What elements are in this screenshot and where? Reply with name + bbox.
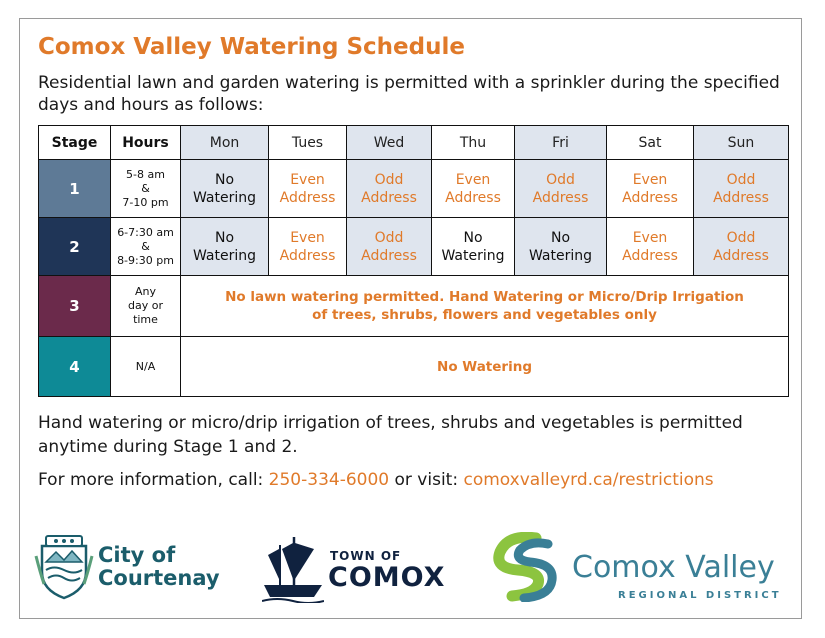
watering-schedule-table — [38, 125, 789, 397]
stage-2-wed: Odd Address — [347, 218, 432, 276]
hand-watering-note: Hand watering or micro/drip irrigation of trees, shrubs and vegetables is permitted anytime during Stage 1 and 2. — [38, 413, 743, 457]
website-link[interactable]: comoxvalleyrd.ca/restrictions — [463, 470, 714, 490]
stage-3-hours: Any day or time — [111, 276, 181, 337]
contact-prefix: For more information, call: — [38, 470, 269, 490]
stage-2-tues: Even Address — [269, 218, 347, 276]
stage-1-sat: Even Address — [607, 160, 694, 218]
stage-4-badge: 4 — [39, 337, 111, 397]
cvrd-wordmark: Comox Valley — [572, 550, 775, 585]
header-day-sat: Sat — [607, 126, 694, 160]
phone-link[interactable]: 250-334-6000 — [268, 470, 390, 490]
stage-1-thu: Even Address — [432, 160, 515, 218]
stage-3-restriction: No lawn watering permitted. Hand Watering or Micro/Drip Irrigation of trees, shrubs, flowers and vegetables only — [181, 276, 789, 337]
table-header-row — [39, 126, 789, 160]
stage-2-fri: No Watering — [515, 218, 607, 276]
courtenay-crest-icon — [34, 532, 94, 600]
stage-1-fri: Odd Address — [515, 160, 607, 218]
comox-town-of: TOWN OF — [330, 549, 402, 563]
stage-3-badge: 3 — [39, 276, 111, 337]
stage-1-hours: 5-8 am & 7-10 pm — [111, 160, 181, 218]
cvrd-logo — [490, 532, 795, 604]
page-title: Comox Valley Watering Schedule — [38, 34, 465, 60]
stage-1-sun: Odd Address — [694, 160, 789, 218]
intro-text: Residential lawn and garden watering is permitted with a sprinkler during the specified days and hours as follows: — [38, 73, 780, 115]
header-day-wed: Wed — [347, 126, 432, 160]
stage-1-badge: 1 — [39, 160, 111, 218]
comox-ship-icon — [262, 535, 324, 603]
table-row-stage-1 — [39, 160, 789, 218]
courtenay-wordmark: City of Courtenay — [98, 543, 220, 590]
header-day-mon: Mon — [181, 126, 269, 160]
stage-2-thu: No Watering — [432, 218, 515, 276]
header-hours: Hours — [111, 126, 181, 160]
stage-2-badge: 2 — [39, 218, 111, 276]
header-day-tues: Tues — [269, 126, 347, 160]
cvrd-subtitle: REGIONAL DISTRICT — [618, 590, 782, 601]
stage-1-wed: Odd Address — [347, 160, 432, 218]
table-row-stage-4 — [39, 337, 789, 397]
stage-2-hours: 6-7:30 am & 8-9:30 pm — [111, 218, 181, 276]
stage-4-restriction: No Watering — [181, 337, 789, 397]
header-day-sun: Sun — [694, 126, 789, 160]
stage-1-tues: Even Address — [269, 160, 347, 218]
cvrd-swoosh-icon — [490, 532, 566, 602]
courtenay-logo — [34, 532, 224, 600]
stage-4-hours: N/A — [111, 337, 181, 397]
stage-2-sun: Odd Address — [694, 218, 789, 276]
header-stage: Stage — [39, 126, 111, 160]
table-row-stage-3 — [39, 276, 789, 337]
header-day-thu: Thu — [432, 126, 515, 160]
comox-logo — [262, 535, 452, 603]
comox-wordmark: COMOX — [328, 562, 446, 593]
stage-2-mon: No Watering — [181, 218, 269, 276]
stage-2-sat: Even Address — [607, 218, 694, 276]
table-row-stage-2 — [39, 218, 789, 276]
contact-info — [38, 470, 714, 490]
header-day-fri: Fri — [515, 126, 607, 160]
stage-1-mon: No Watering — [181, 160, 269, 218]
contact-middle: or visit: — [389, 470, 464, 490]
